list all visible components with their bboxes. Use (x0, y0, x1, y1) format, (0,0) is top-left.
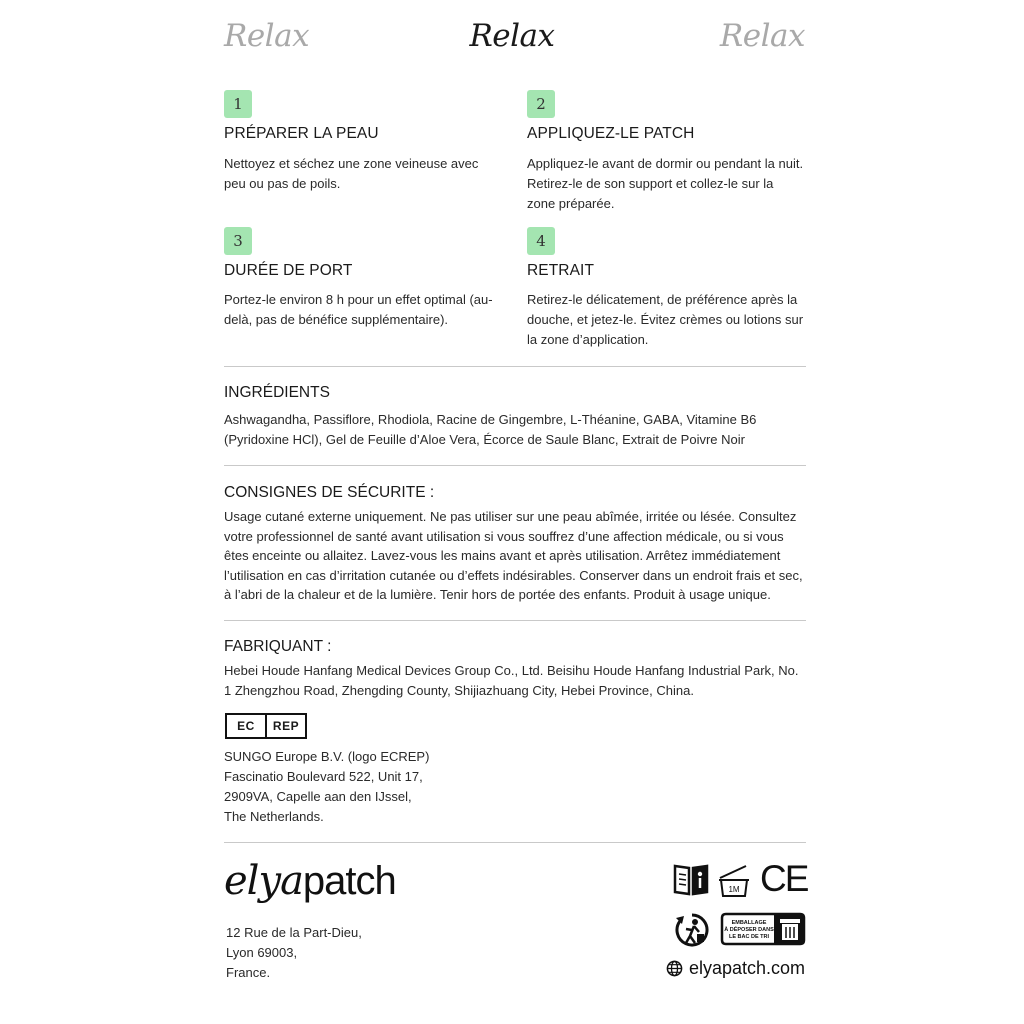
step-3-badge: 3 (224, 227, 252, 255)
instructions-book-icon (672, 862, 710, 898)
recycling-person-icon (674, 912, 710, 948)
triman-line-1: EMBALLAGE (731, 920, 767, 926)
ce-mark: CE (760, 858, 808, 899)
text-line: l’utilisation en cas d’irritation cutanée ou d’effets indésirables. Conserver dans un endroit frais et sec, (224, 567, 803, 583)
title-right: Relax (719, 18, 805, 54)
text-line: Fascinatio Boulevard 522, Unit 17, (224, 769, 423, 784)
text-line: 2909VA, Capelle aan den IJssel, (224, 789, 412, 804)
manufacturer-title: FABRIQUANT : (224, 638, 332, 655)
pao-jar-icon (716, 862, 752, 900)
text-line: zone préparée. (527, 196, 615, 211)
step-2-badge: 2 (527, 90, 555, 118)
ec-label: EC (227, 715, 267, 737)
step-1-badge: 1 (224, 90, 252, 118)
ingredients-text (224, 410, 814, 449)
ec-rep-symbol (225, 713, 307, 739)
text-line: votre professionnel de santé avant utilisation si vous souffrez d’une affection médicale, ou si vous (224, 528, 784, 544)
text-line: Appliquez-le avant de dormir ou pendant la nuit. (527, 156, 804, 171)
manufacturer-text (224, 661, 814, 700)
text-line: Lyon 69003, (226, 945, 298, 960)
text-line: The Netherlands. (224, 809, 324, 824)
triman-line-3: LE BAC DE TRI (728, 934, 770, 940)
step-1-title: PRÉPARER LA PEAU (224, 125, 379, 142)
text-line: SUNGO Europe B.V. (logo ECREP) (224, 749, 430, 764)
ingredients-title: INGRÉDIENTS (224, 384, 330, 401)
triman-sorting-info (720, 912, 806, 946)
step-2-text (527, 154, 817, 214)
text-line: douche, et jetez-le. Évitez crèmes ou lotions sur (527, 312, 804, 327)
brand-address (226, 923, 362, 983)
step-2-title: APPLIQUEZ-LE PATCH (527, 125, 695, 142)
step-4-title: RETRAIT (527, 262, 595, 279)
safety-title: CONSIGNES DE SÉCURITE : (224, 484, 435, 501)
logo-part-2: patch (302, 859, 396, 903)
divider (224, 366, 806, 367)
ec-rep-address (224, 747, 429, 827)
step-1-text (224, 154, 509, 194)
brand-logo (224, 858, 396, 904)
divider (224, 620, 806, 621)
rep-label: REP (272, 719, 300, 733)
text-line: Portez-le environ 8 h pour un effet optimal (au- (224, 292, 493, 307)
step-3-title: DURÉE DE PORT (224, 262, 353, 279)
text-line: Usage cutané externe uniquement. Ne pas utiliser sur une peau abîmée, irritée ou lésée. Consultez (224, 509, 797, 524)
text-line: 12 Rue de la Part-Dieu, (226, 925, 362, 940)
text-line: Retirez-le de son support et collez-le sur la (527, 176, 774, 191)
page-title: Relax (469, 18, 555, 54)
sorting-bin-icon (780, 919, 800, 940)
safety-text (224, 507, 814, 605)
website-text[interactable]: elyapatch.com (688, 958, 805, 978)
title-left: Relax (224, 18, 310, 54)
text-line: (Pyridoxine HCl), Gel de Feuille d’Aloe Vera, Écorce de Saule Blanc, Extrait de Poivre Noir (224, 431, 745, 447)
pao-label: 1M (728, 885, 740, 894)
triman-line-2: À DÉPOSER DANS (724, 927, 774, 933)
step-3-text (224, 290, 509, 330)
text-line: à l’abri de la chaleur et de la lumière. Tenir hors de portée des enfants. Produit à usage unique. (224, 587, 771, 602)
divider (224, 465, 806, 466)
step-4-text (527, 290, 817, 350)
text-line: 1 Zhengzhou Road, Zhengding County, Shijiazhuang City, Hebei Province, China. (224, 682, 694, 698)
text-line: Hebei Houde Hanfang Medical Devices Group Co., Ltd. Beisihu Houde Hanfang Industrial Park, No. (224, 663, 799, 678)
text-line: Nettoyez et séchez une zone veineuse avec (224, 156, 479, 171)
text-line: Retirez-le délicatement, de préférence après la (527, 292, 798, 307)
text-line: la zone d’application. (527, 332, 649, 347)
divider (224, 842, 806, 843)
logo-part-1: elya (224, 858, 303, 904)
text-line: France. (226, 965, 271, 980)
website-link[interactable] (666, 958, 805, 979)
text-line: êtes enceinte ou allaitez. Lavez-vous les mains avant et après utilisation. Arrêtez immédiatement (224, 548, 781, 563)
text-line: Ashwagandha, Passiflore, Rhodiola, Racine de Gingembre, L-Théanine, GABA, Vitamine B6 (224, 412, 757, 427)
text-line: delà, pas de bénéfice supplémentaire). (224, 312, 449, 327)
step-4-badge: 4 (527, 227, 555, 255)
globe-icon (666, 960, 683, 977)
text-line: peu ou pas de poils. (224, 176, 341, 191)
